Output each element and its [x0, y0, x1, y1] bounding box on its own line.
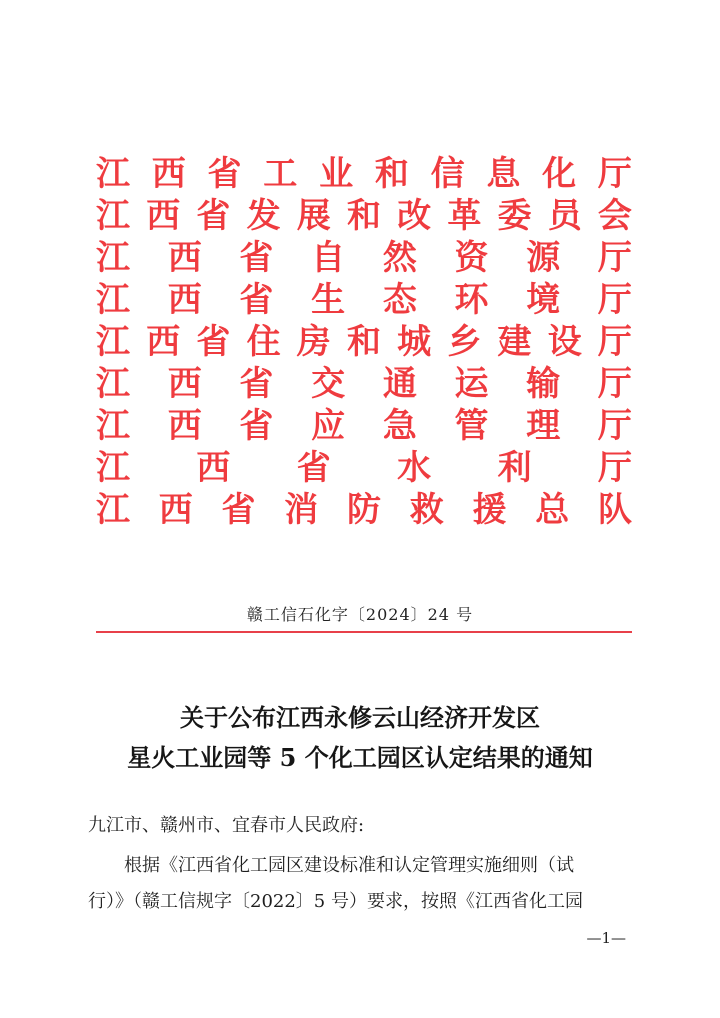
salutation: 九江市、赣州市、宜春市人民政府: [88, 815, 365, 836]
agency-character: 厅 [597, 364, 632, 404]
agency-character: 消 [284, 490, 319, 530]
agency-character: 房 [296, 322, 331, 362]
red-separator-line [96, 631, 632, 633]
issuing-agency-line [96, 405, 632, 447]
agency-character: 省 [239, 280, 274, 320]
agency-character: 西 [196, 448, 231, 488]
issuing-agency-line [96, 447, 632, 489]
agency-character: 态 [382, 280, 417, 320]
agency-character: 委 [497, 196, 532, 236]
agency-character: 省 [221, 490, 256, 530]
agency-character: 化 [542, 154, 577, 194]
agency-character: 江 [96, 364, 130, 404]
agency-character: 江 [96, 280, 130, 320]
agency-character: 厅 [597, 280, 632, 320]
issuing-agency-line [96, 363, 632, 405]
agency-character: 运 [454, 364, 489, 404]
agency-character: 江 [96, 490, 130, 530]
agency-character: 息 [486, 154, 521, 194]
agency-character: 厅 [597, 448, 632, 488]
agency-character: 西 [167, 364, 202, 404]
agency-character: 设 [547, 322, 582, 362]
agency-character: 发 [246, 196, 281, 236]
agency-character: 江 [96, 448, 130, 488]
agency-character: 境 [526, 280, 561, 320]
agency-character: 西 [151, 154, 186, 194]
agency-character: 通 [382, 364, 417, 404]
body-paragraph-line-1: 根据《江西省化工园区建设标准和认定管理实施细则（试 [124, 855, 574, 876]
agency-character: 厅 [597, 406, 632, 446]
agency-character: 生 [311, 280, 346, 320]
agency-character: 省 [239, 406, 274, 446]
agency-character: 工 [263, 154, 298, 194]
agency-character: 和 [346, 322, 381, 362]
agency-character: 西 [167, 238, 202, 278]
agency-character: 省 [207, 154, 242, 194]
document-number: 赣工信石化字〔2024〕24 号 [246, 605, 474, 624]
agency-character: 省 [196, 322, 231, 362]
agency-character: 自 [311, 238, 346, 278]
agency-character: 环 [454, 280, 489, 320]
agency-character: 交 [311, 364, 346, 404]
agency-character: 西 [167, 406, 202, 446]
page-number: —1— [586, 929, 626, 947]
agency-character: 资 [454, 238, 489, 278]
agency-character: 乡 [447, 322, 482, 362]
agency-character: 建 [497, 322, 532, 362]
document-title-line-2: 星火工业园等 5 个化工园区认定结果的通知 [127, 743, 593, 772]
agency-character: 和 [374, 154, 409, 194]
agency-character: 西 [158, 490, 193, 530]
agency-character: 员 [547, 196, 582, 236]
issuing-agencies-header [96, 153, 632, 531]
agency-character: 厅 [597, 238, 632, 278]
agency-character: 厅 [597, 154, 632, 194]
agency-character: 然 [382, 238, 417, 278]
agency-character: 救 [409, 490, 444, 530]
agency-character: 理 [526, 406, 561, 446]
document-title-line-1: 关于公布江西永修云山经济开发区 [180, 703, 540, 732]
agency-character: 住 [246, 322, 281, 362]
issuing-agency-line [96, 195, 632, 237]
agency-character: 业 [319, 154, 354, 194]
agency-character: 省 [239, 364, 274, 404]
agency-character: 省 [239, 238, 274, 278]
agency-character: 江 [96, 406, 130, 446]
agency-character: 援 [472, 490, 507, 530]
issuing-agency-line [96, 237, 632, 279]
agency-character: 革 [447, 196, 482, 236]
agency-character: 源 [526, 238, 561, 278]
issuing-agency-line [96, 489, 632, 531]
agency-character: 西 [146, 322, 181, 362]
agency-character: 队 [598, 490, 632, 530]
agency-character: 西 [167, 280, 202, 320]
agency-character: 改 [397, 196, 432, 236]
agency-character: 和 [346, 196, 381, 236]
agency-character: 急 [382, 406, 417, 446]
agency-character: 应 [311, 406, 346, 446]
agency-character: 输 [526, 364, 561, 404]
agency-character: 防 [347, 490, 381, 530]
agency-character: 江 [96, 154, 130, 194]
agency-character: 城 [397, 322, 432, 362]
agency-character: 管 [454, 406, 489, 446]
agency-character: 西 [146, 196, 181, 236]
issuing-agency-line [96, 153, 632, 195]
agency-character: 信 [430, 154, 465, 194]
agency-character: 江 [96, 322, 130, 362]
issuing-agency-line [96, 279, 632, 321]
agency-character: 江 [96, 238, 130, 278]
issuing-agency-line [96, 321, 632, 363]
agency-character: 省 [296, 448, 331, 488]
agency-character: 省 [196, 196, 231, 236]
agency-character: 厅 [597, 322, 632, 362]
agency-character: 水 [397, 448, 432, 488]
agency-character: 展 [296, 196, 331, 236]
agency-character: 利 [497, 448, 532, 488]
body-paragraph-line-2: 行）》（赣工信规字〔2022〕5 号）要求，按照《江西省化工园 [88, 891, 583, 912]
agency-character: 会 [597, 196, 632, 236]
agency-character: 总 [535, 490, 570, 530]
agency-character: 江 [96, 196, 130, 236]
